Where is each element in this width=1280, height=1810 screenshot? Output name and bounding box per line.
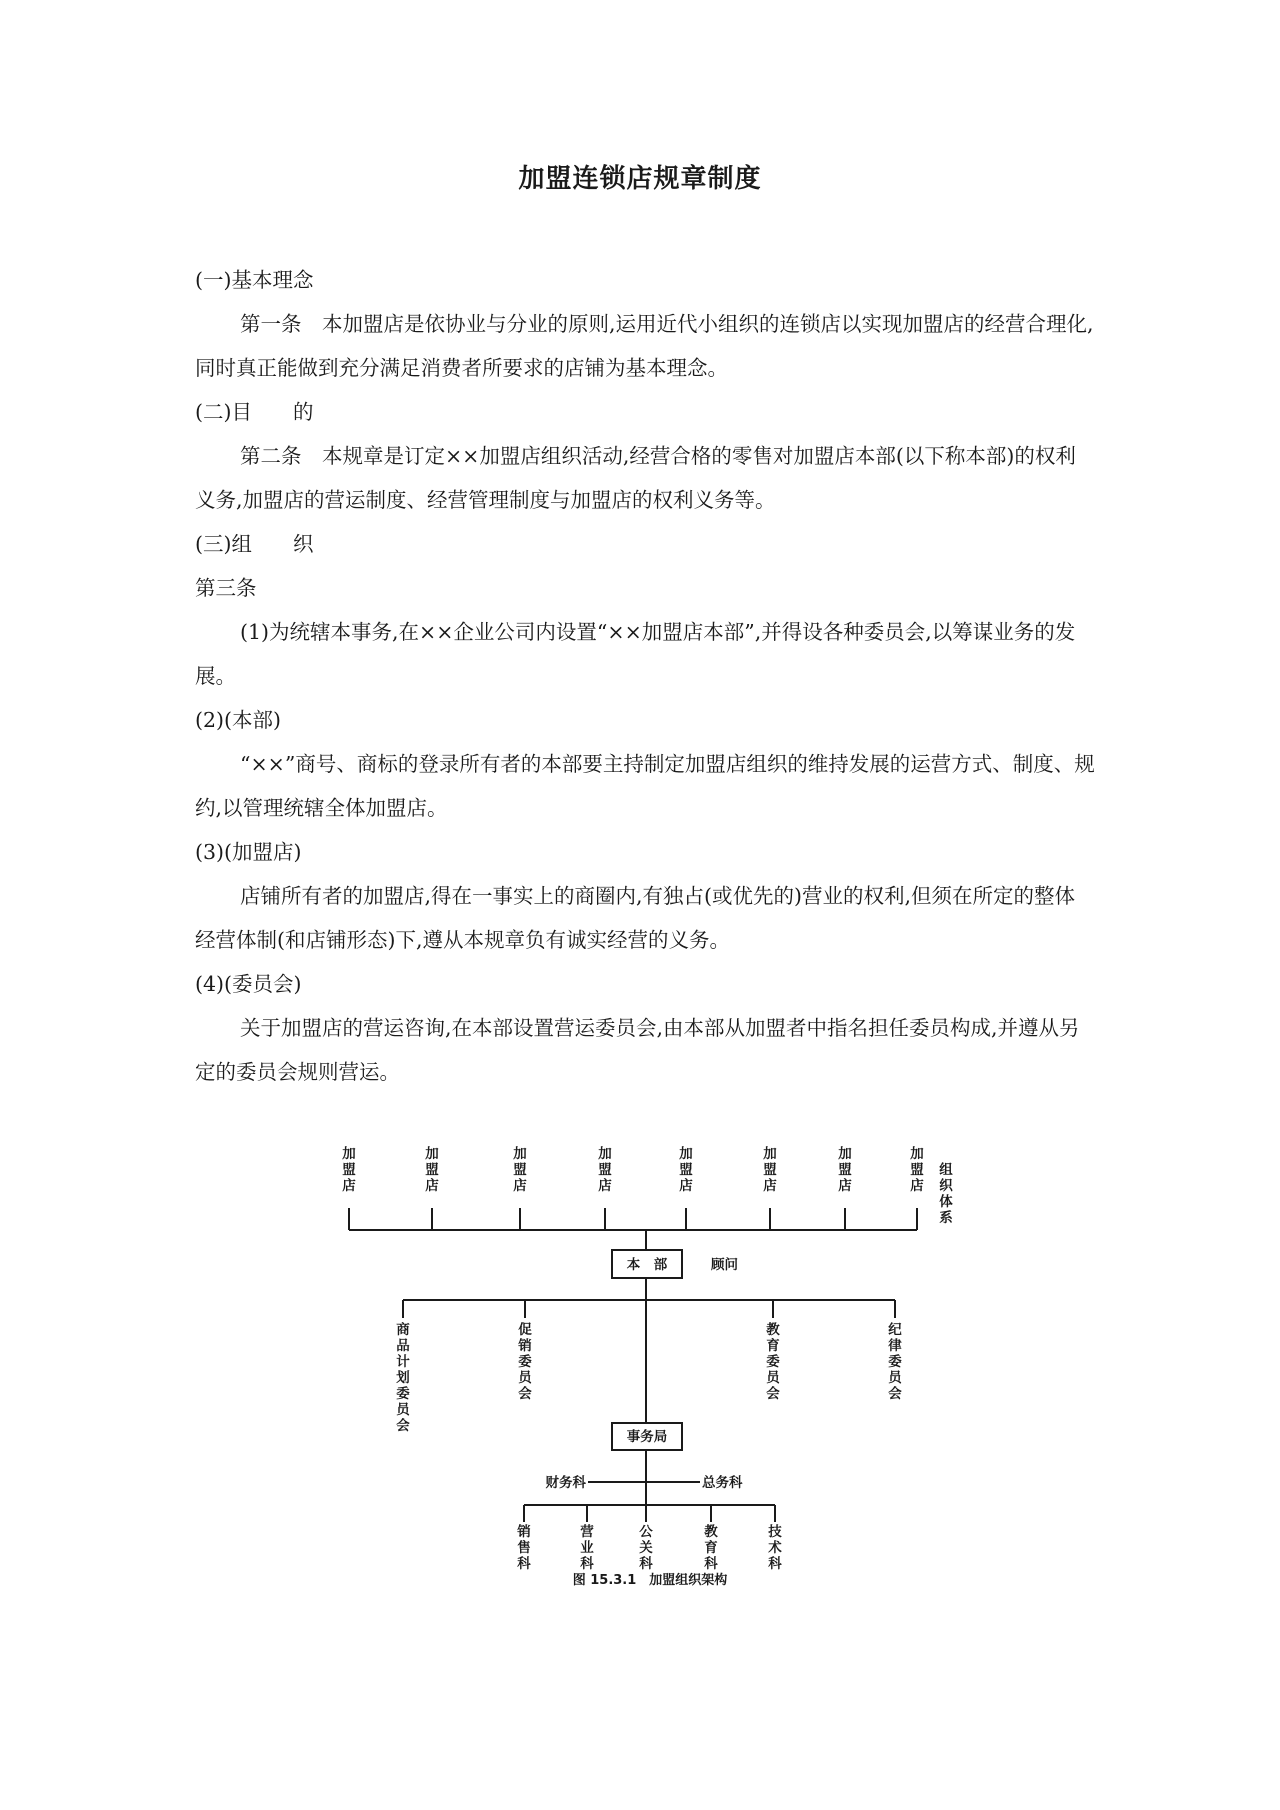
store-label: 加盟店 (598, 1146, 612, 1194)
finance-label: 财务科 (545, 1475, 586, 1491)
article-3-item-2-heading: (2)(本部) (195, 708, 282, 732)
section-label: 技术科 (768, 1524, 782, 1572)
section-heading-purpose: (二)目 的 (195, 400, 314, 424)
article-3-item-3: 店铺所有者的加盟店,得在一事实上的商圈内,有独占(或优先的)营业的权利,但须在所定的整体经营体制(和店铺形态)下,遵从本规章负有诚实经营的义务。 (195, 884, 1076, 952)
section-heading-organization: (三)组 织 (195, 532, 314, 556)
store-label: 加盟店 (425, 1146, 439, 1194)
store-label: 加盟店 (513, 1146, 527, 1194)
store-label: 加盟店 (910, 1146, 924, 1194)
committee-label: 纪律委员会 (888, 1322, 902, 1402)
advisor-label: 顾问 (711, 1257, 738, 1273)
section-label: 销售科 (517, 1524, 531, 1572)
article-3-item-4-heading: (4)(委员会) (195, 972, 302, 996)
figure-caption: 图 15.3.1 加盟组织架构 (572, 1573, 728, 1588)
article-3-item-3-heading: (3)(加盟店) (195, 840, 302, 864)
section-label: 教育科 (704, 1524, 718, 1572)
article-3-item-2: “××”商号、商标的登录所有者的本部要主持制定加盟店组织的维持发展的运营方式、制度、规约,以管理统辖全体加盟店。 (195, 752, 1095, 820)
general-affairs-label: 总务科 (702, 1475, 743, 1491)
store-label: 加盟店 (838, 1146, 852, 1194)
committee-label: 促销委员会 (518, 1322, 532, 1402)
store-label: 加盟店 (342, 1146, 356, 1194)
store-label: 加盟店 (763, 1146, 777, 1194)
committee-label: 商品计划委员会 (396, 1322, 410, 1434)
secretariat-label: 事务局 (626, 1429, 668, 1445)
article-1: 第一条 本加盟店是依协业与分业的原则,运用近代小组织的连锁店以实现加盟店的经营合理化,同时真正能做到充分满足消费者所要求的店铺为基本理念。 (195, 312, 1094, 380)
section-label: 公关科 (639, 1524, 653, 1572)
section-heading-basic-concept: (一)基本理念 (195, 268, 314, 292)
headquarters-label: 本 部 (626, 1257, 668, 1273)
article-3-item-4: 关于加盟店的营运咨询,在本部设置营运委员会,由本部从加盟者中指名担任委员构成,并遵从另定的委员会规则营运。 (195, 1016, 1080, 1084)
document-title: 加盟连锁店规章制度 (518, 164, 762, 194)
store-label: 加盟店 (679, 1146, 693, 1194)
committee-label: 教育委员会 (766, 1322, 780, 1402)
store-labels (342, 1146, 924, 1194)
section-label: 营业科 (580, 1524, 594, 1572)
article-2: 第二条 本规章是订定××加盟店组织活动,经营合格的零售对加盟店本部(以下称本部)的权利义务,加盟店的营运制度、经营管理制度与加盟店的权利义务等。 (195, 444, 1076, 512)
article-3-item-1: (1)为统辖本事务,在××企业公司内设置“××加盟店本部”,并得设各种委员会,以筹谋业务的发展。 (195, 620, 1076, 688)
article-3-heading: 第三条 (195, 576, 257, 600)
system-label: 组织体系 (939, 1162, 953, 1226)
